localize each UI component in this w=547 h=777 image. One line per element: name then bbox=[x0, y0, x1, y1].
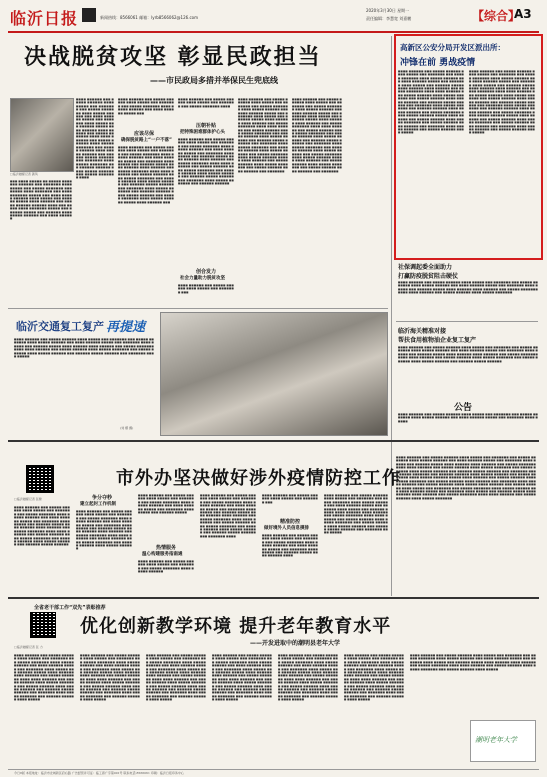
masthead-qr-icon bbox=[82, 8, 96, 22]
masthead bbox=[0, 0, 547, 30]
editor-line: 责任编辑：李慧宽 刘嘉鹏 bbox=[366, 16, 412, 21]
lead-photo bbox=[10, 98, 74, 172]
bottom-column-3: ■■■■ ■■■■■■ ■■■ ■■■■■ ■■■■■■ ■■■■ ■■■■■ ■■■ ■■■■■■■ ■■■ ■■■■■ ■■■■■■■ ■■■■ ■■■■■ ■■■■■■ ■■■ ■■■■ ■■■■■■ ■■■■■ ■■■ ■■■■■■■ ■■■■ ■■■■■ ■■■ ■■■■■■ ■■■■■ ■■■■ ■■■■■■ ■■■■ ■■■■■■ ■■■ ■■■■■ ■■■■■■■ ■■■■ ■■■■ ■■■■■■ ■■■ ■■■■■ ■■■■■■ ■■■■ ■■■■■ ■■■■■■■ ■■■ ■■■■■ ■■■■■■ ■■■■ ■■■■■ ■■■■■■ ■■■ ■■■■■■ ■■■■■ ■■■■■■ ■■■ ■■■■■■■ ■■■■ ■■■■■ ■■■■■■■ ■■■ ■■■■■■ ■■■■■■ ■■■■ ■■■■■ bbox=[146, 654, 206, 702]
bottom-byline: □临沂融媒记者 张 力 bbox=[14, 645, 43, 649]
short-item-2-title: 临沂海关精准对接 bbox=[398, 328, 447, 335]
lead-side-heading-2b: 把特殊困难群体护心头 bbox=[180, 130, 225, 135]
footer-text: 今日8版 本报地址：临沂市北城新区府右路 广告经营许可证：临工商广字第001号 联系电话:8566061 印刷：临沂日报印务中心 bbox=[14, 771, 184, 775]
middle-column-7: ■■■■ ■■■■■■ ■■■ ■■■■■ ■■■■■■ ■■■■ ■■■■■ ■■■ ■■■■■■■ ■■■ ■■■■■ ■■■■■■■ ■■■■ ■■■■■ ■■■■■■ ■■■ ■■■■ ■■■■■■ ■■■■■ ■■■ ■■■■■■■ ■■■■ ■■■■■ ■■■ ■■■■■■ ■■■■■ ■■■■ ■■■■■■ ■■■■ ■■■■■■ ■■■ ■■■■■ ■■■■■■■ ■■■■ ■■■■ ■■■■■■ ■■■ ■■■■■ ■■■■■■ ■■■■ ■■■■■ ■■■■■■■ ■■■ ■■■■■ ■■■■■■ ■■■■ ■■■■■ ■■■■■■ ■■■ ■■■■■■ ■■■■■ ■■■■■■ ■■■ ■■■■■■■ ■■■■ ■■■■■ ■■■■■■■ ■■■ ■■■■■■ ■■■■■■ ■■■■ ■■■■■ ■■■■■■ ■■■ ■■■■■ ■■■■■■■ ■■■■ ■■■■■ ■■■■■■ ■■■■■ ■■■■ ■■■■■■ ■■■ ■■■■■ ■■■■■■ ■■■■ ■■■■■ ■■■■■■■ ■■■ ■■■■■ ■■■■■■ ■■■■ ■■■■■■ ■■■ ■■■■■■■ ■■■■ ■■■■■ ■■■■■■ ■■■ ■■■■■ ■■■■■■ ■■■■ ■■■■■ ■■■■ ■■■■■■ ■■■ ■■■■■ ■■■■■■ ■■■■ ■■■■■ ■■■ ■■■■■■■ ■■■ ■■■■■ ■■■■■■■ ■■■■ ■■■■■ ■■■■■■ ■■■ ■■■■ ■■■■■■ ■■■■■ ■■■ ■■■■■■■ ■■■■ ■■■■■ ■■■ ■■■■■■ ■■■■■ ■■■■ ■■■■■■ ■■■■ ■■■■■■ ■■■ ■■■■■ ■■■■■■■ ■■■■ ■■■■ ■■■■■■ ■■■ ■■■■■ ■■■■■■ ■■■■ ■■■■■ ■■■■■■■ bbox=[396, 456, 536, 500]
lead-column-5: ■■■■ ■■■■■■ ■■■ ■■■■■ ■■■■■■ ■■■■ ■■■■■ ■■■ ■■■■■■■ ■■■ ■■■■■ ■■■■■■■ ■■■■ ■■■■■ ■■■■■■ ■■■ ■■■■ ■■■■■■ ■■■■■ ■■■ ■■■■■■■ ■■■■ ■■■■■ ■■■ ■■■■■■ ■■■■■ ■■■■ ■■■■■■ ■■■■ ■■■■■■ ■■■ ■■■■■ ■■■■■■■ ■■■■ ■■■■ ■■■■■■ ■■■ ■■■■■ ■■■■■■ ■■■■ ■■■■■ ■■■■■■■ ■■■ ■■■■■ ■■■■■■ ■■■■ ■■■■■ ■■■■■■ ■■■ ■■■■■■ ■■■■■ ■■■■■■ ■■■ ■■■■■■■ ■■■■ ■■■■■ ■■■■■■■ ■■■ ■■■■■■ ■■■■■■ ■■■■ ■■■■■ ■■■■■■ ■■■ ■■■■■ ■■■■■■■ ■■■■ ■■■■■ ■■■■■■ ■■■■■ ■■■■ ■■■■■■ ■■■ ■■■■■ ■■■■■■ ■■■■ ■■■■■ ■■■■■■■ ■■■ ■■■■■ ■■■■■■ ■■■■ ■■■■■■ ■■■ ■■■■■■■ bbox=[238, 98, 288, 173]
boxed-column-2: ■■■■ ■■■■■■ ■■■ ■■■■■ ■■■■■■ ■■■■ ■■■■■ ■■■ ■■■■■■■ ■■■ ■■■■■ ■■■■■■■ ■■■■ ■■■■■ ■■■■■■ ■■■ ■■■■ ■■■■■■ ■■■■■ ■■■ ■■■■■■■ ■■■■ ■■■■■ ■■■ ■■■■■■ ■■■■■ ■■■■ ■■■■■■ ■■■■ ■■■■■■ ■■■ ■■■■■ ■■■■■■■ ■■■■ ■■■■ ■■■■■■ ■■■ ■■■■■ ■■■■■■ ■■■■ ■■■■■ ■■■■■■■ ■■■ ■■■■■ ■■■■■■ ■■■■ ■■■■■ ■■■■■■ ■■■ ■■■■■■ ■■■■■ ■■■■■■ ■■■ ■■■■■■■ ■■■■ ■■■■■ ■■■■■■■ ■■■ ■■■■■■ ■■■■■■ ■■■■ ■■■■■ ■■■■■■ ■■■ ■■■■■ ■■■■■■■ ■■■■ ■■■■■ ■■■■■■ ■■■■■ ■■■■ ■■■■■■ ■■■ ■■■■■ ■■■■■■ ■■■■ ■■■■■ ■■■■■■■ ■■■ ■■■■■ ■■■■■■ ■■■■ ■■■■■■ ■■■ ■■■■■■■ ■■■■ ■■■■■ ■■■■■■ ■■■ ■■■■■ ■■■■■■ ■■■■ ■■■■■ bbox=[469, 70, 535, 135]
lead-column-3: ■■■■ ■■■■■■ ■■■ ■■■■■ ■■■■■■ ■■■■ ■■■■■ ■■■ ■■■■■■■ ■■■ ■■■■■ ■■■■■■■ ■■■■ ■■■■■ ■■■■■■ ■■■ ■■■■ ■■■■■■ ■■■■■ ■■■ bbox=[118, 98, 174, 115]
middle-column-4: ■■■■ ■■■■■■ ■■■ ■■■■■ ■■■■■■ ■■■■ ■■■■■ ■■■ ■■■■■■■ ■■■ ■■■■■ ■■■■■■■ ■■■■ ■■■■■ ■■■■■■ ■■■ ■■■■ ■■■■■■ ■■■■■ ■■■ ■■■■■■■ ■■■■ ■■■■■ ■■■ ■■■■■■ ■■■■■ ■■■■ ■■■■■■ ■■■■ ■■■■■■ ■■■ ■■■■■ ■■■■■■■ ■■■■ ■■■■ ■■■■■■ ■■■ ■■■■■ ■■■■■■ ■■■■ ■■■■■ ■■■■■■■ ■■■ ■■■■■ ■■■■■■ ■■■■ ■■■■■ ■■■■■■ ■■■ ■■■■■■ ■■■■■ ■■■■■■ ■■■ ■■■■■■■ ■■■■ bbox=[200, 494, 256, 538]
paper-name: 临沂日报 bbox=[10, 9, 79, 28]
lead-column-6: ■■■■ ■■■■■■ ■■■ ■■■■■ ■■■■■■ ■■■■ ■■■■■ ■■■ ■■■■■■■ ■■■ ■■■■■ ■■■■■■■ ■■■■ ■■■■■ ■■■■■■ ■■■ ■■■■ ■■■■■■ ■■■■■ ■■■ ■■■■■■■ ■■■■ ■■■■■ ■■■ ■■■■■■ ■■■■■ ■■■■ ■■■■■■ ■■■■ ■■■■■■ ■■■ ■■■■■ ■■■■■■■ ■■■■ ■■■■ ■■■■■■ ■■■ ■■■■■ ■■■■■■ ■■■■ ■■■■■ ■■■■■■■ ■■■ ■■■■■ ■■■■■■ ■■■■ ■■■■■ ■■■■■■ ■■■ ■■■■■■ ■■■■■ ■■■■■■ ■■■ ■■■■■■■ ■■■■ ■■■■■ ■■■■■■■ ■■■ ■■■■■■ ■■■■■■ ■■■■ ■■■■■ ■■■■■■ ■■■ ■■■■■ ■■■■■■■ ■■■■ ■■■■■ ■■■■■■ ■■■■■ ■■■■ ■■■■■■ ■■■ ■■■■■ ■■■■■■ ■■■■ ■■■■■ ■■■■■■■ ■■■ ■■■■■ ■■■■■■ ■■■■ ■■■■■■ ■■■ ■■■■■■■ bbox=[292, 98, 342, 173]
short-item-1-body: ■■■■ ■■■■■■ ■■■ ■■■■■ ■■■■■■ ■■■■ ■■■■■ ■■■ ■■■■■■■ ■■■ ■■■■■ ■■■■■■■ ■■■■ ■■■■■ ■■■■■■ ■■■ ■■■■ ■■■■■■ ■■■■■ ■■■ ■■■■■■■ ■■■■ ■■■■■ ■■■ ■■■■■■ ■■■■■ ■■■■ ■■■■■■ ■■■■ ■■■■■■ ■■■ ■■■■■ ■■■■■■■ ■■■■ ■■■■ ■■■■■■ ■■■ ■■■■■ ■■■■■■ ■■■■ ■■■■■ ■■■■■■■ bbox=[398, 281, 538, 295]
lead-side-heading-1: 应该尽保 bbox=[134, 131, 155, 137]
issue-date: 2020年3月30日 星期一 bbox=[366, 8, 410, 13]
boxed-headline: 高新区公安分局开发区派出所： bbox=[400, 43, 505, 52]
traffic-photo bbox=[160, 312, 388, 436]
middle-column-3b: ■■■■ ■■■■■■ ■■■ ■■■■■ ■■■■■■ ■■■■ ■■■■■ ■■■ ■■■■■■■ ■■■ ■■■■■ ■■■■■■■ ■■■■ ■■■■■ ■■■■■■ bbox=[138, 560, 194, 574]
middle-column-5b: ■■■■ ■■■■■■ ■■■ ■■■■■ ■■■■■■ ■■■■ ■■■■■ ■■■ ■■■■■■■ ■■■ ■■■■■ ■■■■■■■ ■■■■ ■■■■■ ■■■■■■ ■■■ ■■■■ ■■■■■■ ■■■■■ ■■■ ■■■■■■■ ■■■■ ■■■■■ ■■■ ■■■■■■ ■■■■■ ■■■■ ■■■■■■ ■■■■ bbox=[262, 534, 318, 558]
hotline: 新闻热线：8566061 邮箱：lyrb8566062@126.com bbox=[100, 15, 199, 20]
lead-side-heading-3: 创合发力 bbox=[196, 269, 217, 275]
middle-qr-code bbox=[26, 465, 54, 493]
middle-column-2: ■■■■ ■■■■■■ ■■■ ■■■■■ ■■■■■■ ■■■■ ■■■■■ ■■■ ■■■■■■■ ■■■ ■■■■■ ■■■■■■■ ■■■■ ■■■■■ ■■■■■■ ■■■ ■■■■ ■■■■■■ ■■■■■ ■■■ ■■■■■■■ ■■■■ ■■■■■ ■■■ ■■■■■■ ■■■■■ ■■■■ ■■■■■■ ■■■■ ■■■■■■ ■■■ ■■■■■ ■■■■■■■ ■■■■ ■■■■ ■■■■■■ ■■■ ■■■■■ ■■■■■■ ■■■■ ■■■■■ ■■■■■■■ ■■■ ■■■■■ ■■■■■■ ■■■■ ■■■■■ ■■■■■■ bbox=[76, 510, 132, 551]
middle-byline: □临沂融媒记者 张健 bbox=[14, 497, 42, 501]
bottom-subheadline: ——开发进取中的潮明县老年大学 bbox=[250, 640, 341, 647]
short-item-2-body: ■■■■ ■■■■■■ ■■■ ■■■■■ ■■■■■■ ■■■■ ■■■■■ ■■■ ■■■■■■■ ■■■ ■■■■■ ■■■■■■■ ■■■■ ■■■■■ ■■■■■■ ■■■ ■■■■ ■■■■■■ ■■■■■ ■■■ ■■■■■■■ ■■■■ ■■■■■ ■■■ ■■■■■■ ■■■■■ ■■■■ ■■■■■■ ■■■■ ■■■■■■ ■■■ ■■■■■ ■■■■■■■ ■■■■ ■■■■ ■■■■■■ ■■■ ■■■■■ ■■■■■■ ■■■■ ■■■■■ ■■■■■■■ ■■■ ■■■■■ ■■■■■■ ■■■■ ■■■■■ ■■■■■■ ■■■ ■■■■■■ ■■■■■ ■■■■■■ bbox=[398, 346, 538, 363]
lead-column-4c: ■■■■ ■■■■■■ ■■■ ■■■■■ ■■■■■■ ■■■■ ■■■■■ ■■■ ■■■■■■■ ■■■ bbox=[178, 284, 234, 294]
boxed-subheadline: 冲锋在前 勇战疫情 bbox=[400, 58, 476, 68]
bottom-column-4: ■■■■ ■■■■■■ ■■■ ■■■■■ ■■■■■■ ■■■■ ■■■■■ ■■■ ■■■■■■■ ■■■ ■■■■■ ■■■■■■■ ■■■■ ■■■■■ ■■■■■■ ■■■ ■■■■ ■■■■■■ ■■■■■ ■■■ ■■■■■■■ ■■■■ ■■■■■ ■■■ ■■■■■■ ■■■■■ ■■■■ ■■■■■■ ■■■■ ■■■■■■ ■■■ ■■■■■ ■■■■■■■ ■■■■ ■■■■ ■■■■■■ ■■■ ■■■■■ ■■■■■■ ■■■■ ■■■■■ ■■■■■■■ ■■■ ■■■■■ ■■■■■■ ■■■■ ■■■■■ ■■■■■■ ■■■ ■■■■■■ ■■■■■ ■■■■■■ ■■■ ■■■■■■■ ■■■■ ■■■■■ ■■■■■■■ ■■■ ■■■■■■ ■■■■■■ ■■■■ ■■■■■ bbox=[212, 654, 272, 702]
lead-headline: 决战脱贫攻坚 彰显民政担当 bbox=[24, 45, 322, 70]
middle-top-rule bbox=[8, 440, 539, 442]
bottom-logo bbox=[470, 720, 536, 762]
short-item-1-subtitle: 打赢防疫脱贫阻击硬仗 bbox=[398, 273, 459, 280]
boxed-column-1: ■■■■ ■■■■■■ ■■■ ■■■■■ ■■■■■■ ■■■■ ■■■■■ ■■■ ■■■■■■■ ■■■ ■■■■■ ■■■■■■■ ■■■■ ■■■■■ ■■■■■■ ■■■ ■■■■ ■■■■■■ ■■■■■ ■■■ ■■■■■■■ ■■■■ ■■■■■ ■■■ ■■■■■■ ■■■■■ ■■■■ ■■■■■■ ■■■■ ■■■■■■ ■■■ ■■■■■ ■■■■■■■ ■■■■ ■■■■ ■■■■■■ ■■■ ■■■■■ ■■■■■■ ■■■■ ■■■■■ ■■■■■■■ ■■■ ■■■■■ ■■■■■■ ■■■■ ■■■■■ ■■■■■■ ■■■ ■■■■■■ ■■■■■ ■■■■■■ ■■■ ■■■■■■■ ■■■■ ■■■■■ ■■■■■■■ ■■■ ■■■■■■ ■■■■■■ ■■■■ ■■■■■ ■■■■■■ ■■■ ■■■■■ ■■■■■■■ ■■■■ ■■■■■ ■■■■■■ ■■■■■ ■■■■ ■■■■■■ ■■■ ■■■■■ ■■■■■■ ■■■■ ■■■■■ ■■■■■■■ ■■■ ■■■■■ ■■■■■■ ■■■■ ■■■■■■ ■■■ ■■■■■■■ ■■■■ ■■■■■ ■■■■■■ ■■■ ■■■■■ ■■■■■■ ■■■■ ■■■■■ bbox=[398, 70, 464, 135]
bottom-column-7: ■■■■ ■■■■■■ ■■■ ■■■■■ ■■■■■■ ■■■■ ■■■■■ ■■■ ■■■■■■■ ■■■ ■■■■■ ■■■■■■■ ■■■■ ■■■■■ ■■■■■■ ■■■ ■■■■ ■■■■■■ ■■■■■ ■■■ ■■■■■■■ ■■■■ ■■■■■ ■■■ ■■■■■■ ■■■■■ ■■■■ ■■■■■■ ■■■■ ■■■■■■ ■■■ ■■■■■ ■■■■■■■ ■■■■ ■■■■ ■■■■■■ ■■■ ■■■■■ ■■■■■■ ■■■■ ■■■■■ ■■■■■■■ ■■■ ■■■■■ ■■■■■■ ■■■■ ■■■■■ bbox=[410, 654, 536, 671]
notice-body: ■■■■ ■■■■■■ ■■■ ■■■■■ ■■■■■■ ■■■■ ■■■■■ ■■■ ■■■■■■■ ■■■ ■■■■■ ■■■■■■■ ■■■■ ■■■■■ ■■■■■■ ■■■ ■■■■ ■■■■■■ ■■■■■ ■■■ ■■■■■■■ ■■■■ ■■■■■ bbox=[398, 413, 538, 423]
lead-side-heading-2: 压朝补贴 bbox=[196, 123, 217, 129]
traffic-photo-caption: (刘 娜 摄) bbox=[120, 426, 134, 430]
bottom-column-1: ■■■■ ■■■■■■ ■■■ ■■■■■ ■■■■■■ ■■■■ ■■■■■ ■■■ ■■■■■■■ ■■■ ■■■■■ ■■■■■■■ ■■■■ ■■■■■ ■■■■■■ ■■■ ■■■■ ■■■■■■ ■■■■■ ■■■ ■■■■■■■ ■■■■ ■■■■■ ■■■ ■■■■■■ ■■■■■ ■■■■ ■■■■■■ ■■■■ ■■■■■■ ■■■ ■■■■■ ■■■■■■■ ■■■■ ■■■■ ■■■■■■ ■■■ ■■■■■ ■■■■■■ ■■■■ ■■■■■ ■■■■■■■ ■■■ ■■■■■ ■■■■■■ ■■■■ ■■■■■ ■■■■■■ ■■■ ■■■■■■ ■■■■■ ■■■■■■ ■■■ ■■■■■■■ ■■■■ ■■■■■ ■■■■■■■ ■■■ ■■■■■■ ■■■■■■ ■■■■ ■■■■■ bbox=[14, 654, 74, 702]
middle-section-2b: 做好境外人员信息摸排 bbox=[264, 526, 309, 531]
middle-column-3: ■■■■ ■■■■■■ ■■■ ■■■■■ ■■■■■■ ■■■■ ■■■■■ ■■■ ■■■■■■■ ■■■ ■■■■■ ■■■■■■■ ■■■■ ■■■■■ ■■■■■■ ■■■ ■■■■ ■■■■■■ ■■■■■ ■■■ ■■■■■■■ ■■■■ ■■■■■ ■■■ ■■■■■■ ■■■■■ bbox=[138, 494, 194, 515]
notice-title: 公告 bbox=[454, 403, 473, 413]
middle-column-5: ■■■■ ■■■■■■ ■■■ ■■■■■ ■■■■■■ ■■■■ ■■■■■ ■■■ ■■■■■■■ ■■■ bbox=[262, 494, 318, 504]
middle-section-1: 争分夺秒 bbox=[92, 495, 113, 501]
bottom-column-5: ■■■■ ■■■■■■ ■■■ ■■■■■ ■■■■■■ ■■■■ ■■■■■ ■■■ ■■■■■■■ ■■■ ■■■■■ ■■■■■■■ ■■■■ ■■■■■ ■■■■■■ ■■■ ■■■■ ■■■■■■ ■■■■■ ■■■ ■■■■■■■ ■■■■ ■■■■■ ■■■ ■■■■■■ ■■■■■ ■■■■ ■■■■■■ ■■■■ ■■■■■■ ■■■ ■■■■■ ■■■■■■■ ■■■■ ■■■■ ■■■■■■ ■■■ ■■■■■ ■■■■■■ ■■■■ ■■■■■ ■■■■■■■ ■■■ ■■■■■ ■■■■■■ ■■■■ ■■■■■ ■■■■■■ ■■■ ■■■■■■ ■■■■■ ■■■■■■ ■■■ ■■■■■■■ ■■■■ ■■■■■ ■■■■■■■ ■■■ ■■■■■■ ■■■■■■ ■■■■ ■■■■■ bbox=[278, 654, 338, 702]
traffic-top-rule bbox=[8, 308, 388, 309]
short-item-divider bbox=[396, 321, 538, 322]
lead-column-1: ■■■ ■■■■ ■■■■■ ■■ ■■■■■ ■■■■ ■■■ ■■■■■■ ■■■ ■■■■■■■ ■■■■ ■■■■■ ■■■ ■■■■■ ■■■■■■■ ■■■ ■■■■■ ■■■■ ■■■■■■■ ■■■ ■■■■ ■■■■■■■ ■■■■■ ■■■ ■■■■ ■■■■■ ■■■■■■ ■■■■ ■■■■■ ■■■ ■■■■■■ ■■■■■ ■■■■ ■■■■■■ ■■■ ■■■■■ ■■■■■■ ■■■■■■ ■■■■ ■■■ ■■■■■ ■■■■ ■■■■■■■ ■■■■■ ■■■ ■■■■■■ ■■■■■ ■■■ ■■■■■■ ■■■■ ■■■■■ ■■■■■■ ■■■ ■■■■ ■■■■■■ bbox=[10, 180, 72, 221]
traffic-speed-tag: 再提速 bbox=[106, 320, 146, 335]
middle-section-3b: 温心构建服务指南通 bbox=[142, 552, 183, 557]
lead-side-heading-3b: 社会力量助力脱贫攻坚 bbox=[180, 276, 225, 281]
middle-column-1: ■■■■ ■■■■■■ ■■■ ■■■■■ ■■■■■■ ■■■■ ■■■■■ ■■■ ■■■■■■■ ■■■ ■■■■■ ■■■■■■■ ■■■■ ■■■■■ ■■■■■■ ■■■ ■■■■ ■■■■■■ ■■■■■ ■■■ ■■■■■■■ ■■■■ ■■■■■ ■■■ ■■■■■■ ■■■■■ ■■■■ ■■■■■■ ■■■■ ■■■■■■ ■■■ ■■■■■ ■■■■■■■ ■■■■ ■■■■ ■■■■■■ ■■■ ■■■■■ ■■■■■■ ■■■■ ■■■■■ ■■■■■■■ ■■■ ■■■■■ ■■■■■■ ■■■■ ■■■■■ ■■■■■■ ■■■ ■■■■■■ ■■■■■ ■■■■■■ bbox=[14, 506, 70, 547]
lead-side-heading-1b: 确保脱贫路上“一户不落” bbox=[121, 138, 172, 143]
lead-column-4b: ■■■■ ■■■■■■ ■■■ ■■■■■ ■■■■■■ ■■■■ ■■■■■ ■■■ ■■■■■■■ ■■■ ■■■■■ ■■■■■■■ ■■■■ ■■■■■ ■■■■■■ ■■■ ■■■■ ■■■■■■ ■■■■■ ■■■ ■■■■■■■ ■■■■ ■■■■■ ■■■ ■■■■■■ ■■■■■ ■■■■ ■■■■■■ ■■■■ ■■■■■■ ■■■ ■■■■■ ■■■■■■■ ■■■■ ■■■■ ■■■■■■ ■■■ ■■■■■ ■■■■■■ ■■■■ ■■■■■ ■■■■■■■ ■■■ ■■■■■ ■■■■■■ ■■■■ ■■■■■ ■■■■■■ ■■■ ■■■■■■ ■■■■■ ■■■■■■ ■■■ ■■■■■■■ ■■■■ ■■■■■ ■■■■■■■ ■■■ ■■■■■■ ■■■■■■ bbox=[178, 138, 234, 186]
lead-column-2: ■■■■ ■■■■■■ ■■■ ■■■■■ ■■■■■■ ■■■■ ■■■■■ ■■■ ■■■■■■■ ■■■ ■■■■■ ■■■■■■■ ■■■■ ■■■■■ ■■■■■■ ■■■ ■■■■ ■■■■■■ ■■■■■ ■■■ ■■■■■■■ ■■■■ ■■■■■ ■■■ ■■■■■■ ■■■■■ ■■■■ ■■■■■■ ■■■■ ■■■■■■ ■■■ ■■■■■ ■■■■■■■ ■■■■ ■■■■ ■■■■■■ ■■■ ■■■■■ ■■■■■■ ■■■■ ■■■■■ ■■■■■■■ ■■■ ■■■■■ ■■■■■■ ■■■■ ■■■■■ ■■■■■■ ■■■ ■■■■■■ ■■■■■ ■■■■■■ ■■■ ■■■■■■■ ■■■■ ■■■■■ ■■■■■■■ ■■■ ■■■■■■ ■■■■■■ ■■■■ ■■■■■ ■■■■■■ ■■■ ■■■■■ ■■■■■■■ ■■■■ bbox=[76, 98, 114, 180]
middle-section-1b: 建立起封工作机制 bbox=[80, 502, 116, 507]
footer-rule bbox=[8, 769, 539, 770]
section-label: 【综合】 bbox=[472, 9, 521, 23]
bottom-column-2: ■■■■ ■■■■■■ ■■■ ■■■■■ ■■■■■■ ■■■■ ■■■■■ ■■■ ■■■■■■■ ■■■ ■■■■■ ■■■■■■■ ■■■■ ■■■■■ ■■■■■■ ■■■ ■■■■ ■■■■■■ ■■■■■ ■■■ ■■■■■■■ ■■■■ ■■■■■ ■■■ ■■■■■■ ■■■■■ ■■■■ ■■■■■■ ■■■■ ■■■■■■ ■■■ ■■■■■ ■■■■■■■ ■■■■ ■■■■ ■■■■■■ ■■■ ■■■■■ ■■■■■■ ■■■■ ■■■■■ ■■■■■■■ ■■■ ■■■■■ ■■■■■■ ■■■■ ■■■■■ ■■■■■■ ■■■ ■■■■■■ ■■■■■ ■■■■■■ ■■■ ■■■■■■■ ■■■■ ■■■■■ ■■■■■■■ ■■■ ■■■■■■ ■■■■■■ ■■■■ ■■■■■ bbox=[80, 654, 140, 702]
lead-subheadline: ——市民政局多措并举保民生兜底线 bbox=[150, 76, 278, 85]
lead-column-3b: ■■■■ ■■■■■■ ■■■ ■■■■■ ■■■■■■ ■■■■ ■■■■■ ■■■ ■■■■■■■ ■■■ ■■■■■ ■■■■■■■ ■■■■ ■■■■■ ■■■■■■ ■■■ ■■■■ ■■■■■■ ■■■■■ ■■■ ■■■■■■■ ■■■■ ■■■■■ ■■■ ■■■■■■ ■■■■■ ■■■■ ■■■■■■ ■■■■ ■■■■■■ ■■■ ■■■■■ ■■■■■■■ ■■■■ ■■■■ ■■■■■■ ■■■ ■■■■■ ■■■■■■ ■■■■ ■■■■■ ■■■■■■■ ■■■ ■■■■■ ■■■■■■ ■■■■ ■■■■■ ■■■■■■ ■■■ ■■■■■■ ■■■■■ ■■■■■■ ■■■ ■■■■■■■ ■■■■ ■■■■■ ■■■■■■■ ■■■ ■■■■■■ ■■■■■■ ■■■■ ■■■■■ ■■■■■■ ■■■ ■■■■■ ■■■■■■■ ■■■■ ■■■■■ ■■■■■■ ■■■■■ ■■■■ ■■■■■■ ■■■ bbox=[118, 146, 174, 204]
short-item-1-title: 社保调起委全面助力 bbox=[398, 264, 453, 271]
bottom-qr-code bbox=[30, 612, 56, 638]
masthead-rule bbox=[8, 31, 539, 33]
middle-column-6: ■■■■ ■■■■■■ ■■■ ■■■■■ ■■■■■■ ■■■■ ■■■■■ ■■■ ■■■■■■■ ■■■ ■■■■■ ■■■■■■■ ■■■■ ■■■■■ ■■■■■■ ■■■ ■■■■ ■■■■■■ ■■■■■ ■■■ ■■■■■■■ ■■■■ ■■■■■ ■■■ ■■■■■■ ■■■■■ ■■■■ ■■■■■■ ■■■■ ■■■■■■ ■■■ ■■■■■ ■■■■■■■ ■■■■ ■■■■ ■■■■■■ ■■■ ■■■■■ ■■■■■■ ■■■■ ■■■■■ ■■■■■■■ ■■■ ■■■■■ ■■■■■■ ■■■■ ■■■■■ ■■■■■■ ■■■ ■■■■■■ ■■■■■ ■■■■■■ ■■■ ■■■■■■■ ■■■■ ■■■■■ bbox=[324, 494, 388, 535]
short-item-2-subtitle: 帮扶食用植物油企业复工复产 bbox=[398, 337, 477, 344]
bottom-logo-text: 潮明老年大学 bbox=[475, 736, 517, 744]
bottom-column-6: ■■■■ ■■■■■■ ■■■ ■■■■■ ■■■■■■ ■■■■ ■■■■■ ■■■ ■■■■■■■ ■■■ ■■■■■ ■■■■■■■ ■■■■ ■■■■■ ■■■■■■ ■■■ ■■■■ ■■■■■■ ■■■■■ ■■■ ■■■■■■■ ■■■■ ■■■■■ ■■■ ■■■■■■ ■■■■■ ■■■■ ■■■■■■ ■■■■ ■■■■■■ ■■■ ■■■■■ ■■■■■■■ ■■■■ ■■■■ ■■■■■■ ■■■ ■■■■■ ■■■■■■ ■■■■ ■■■■■ ■■■■■■■ ■■■ ■■■■■ ■■■■■■ ■■■■ ■■■■■ ■■■■■■ ■■■ ■■■■■■ ■■■■■ ■■■■■■ ■■■ ■■■■■■■ ■■■■ ■■■■■ ■■■■■■■ ■■■ ■■■■■■ ■■■■■■ ■■■■ ■■■■■ bbox=[344, 654, 404, 702]
divider-right-col bbox=[391, 36, 392, 596]
bottom-headline: 优化创新教学环境 提升老年教育水平 bbox=[80, 616, 392, 637]
lead-column-4: ■■■■ ■■■■■■ ■■■ ■■■■■ ■■■■■■ ■■■■ ■■■■■ ■■■ ■■■■■■■ ■■■ ■■■■■ ■■■■■■■ ■■■■ bbox=[178, 98, 234, 108]
bottom-top-rule bbox=[8, 597, 539, 599]
lead-photo-caption: □临沂融媒记者 蒲凤 bbox=[10, 172, 38, 176]
traffic-body: ■■■■ ■■■■■■ ■■■ ■■■■■ ■■■■■■ ■■■■ ■■■■■ ■■■ ■■■■■■■ ■■■ ■■■■■ ■■■■■■■ ■■■■ ■■■■■ ■■■■■■ ■■■ ■■■■ ■■■■■■ ■■■■■ ■■■ ■■■■■■■ ■■■■ ■■■■■ ■■■ ■■■■■■ ■■■■■ ■■■■ ■■■■■■ ■■■■ ■■■■■■ ■■■ ■■■■■ ■■■■■■■ ■■■■ ■■■■ ■■■■■■ ■■■ ■■■■■ ■■■■■■ ■■■■ ■■■■■ ■■■■■■■ ■■■ ■■■■■ ■■■■■■ ■■■■ ■■■■■ ■■■■■■ ■■■ ■■■■■■ ■■■■■ ■■■■■■ ■■■ ■■■■■■■ ■■■■ ■■■■■ bbox=[14, 338, 154, 359]
middle-section-3: 热情服务 bbox=[156, 545, 177, 551]
page-number: A3 bbox=[514, 7, 532, 21]
bottom-kicker: 全省老干部工作“双先”表彰推荐 bbox=[34, 605, 106, 611]
traffic-headline: 临沂交通复工复产 bbox=[16, 320, 104, 333]
middle-section-2: 精准防控 bbox=[280, 519, 301, 525]
middle-headline: 市外办坚决做好涉外疫情防控工作 bbox=[116, 468, 401, 489]
